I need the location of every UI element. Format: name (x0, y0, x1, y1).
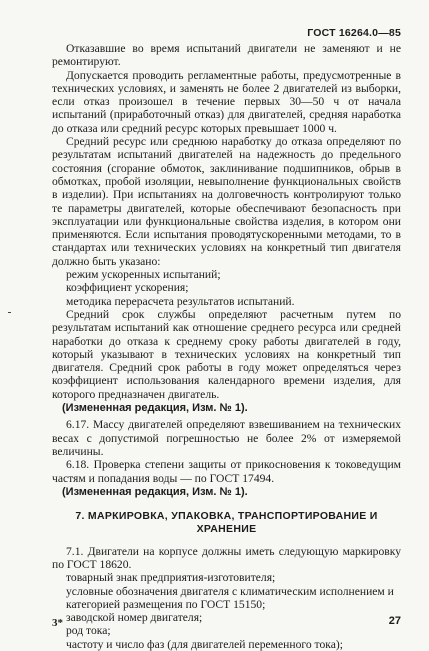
list-item: товарный знак предприятия-изготовителя; (66, 571, 276, 585)
paragraph-failed-engines: Отказавшие во время испытаний двигатели не заменяют и не ремонтируют. (52, 42, 401, 69)
page-number: 27 (388, 615, 401, 627)
signature-mark: 3* (52, 617, 63, 629)
section-title: 7. МАРКИРОВКА, УПАКОВКА, ТРАНСПОРТИРОВАНИЕ И ХРАНЕНИЕ (75, 510, 378, 536)
clause-6-17: 6.17. Массу двигателей определяют взвешиванием на технических весах с допустимой погрешностью не более 2% от измеряемой величины. (52, 418, 401, 458)
list-item: условные обозначения двигателя с климатическим исполнением и категорией размещения по ГОСТ 15150; (66, 584, 394, 611)
paragraph-service-life: Средний ресурс или среднюю наработку до отказа определяют по результатам испытаний двигателей на надежность до предельного состояния (сгорание обмоток, заклинивание подшипников, обрыв в обмотках, пробой изоляции, невыполнение функциональных свойств в изделии). При испытаниях на долговечность контролируют только те параметры двигателей, которые обеспечивают безопасность при эксплуатации или функциональные свойства изделия, в котором они применяются. Если испытания проводятускоренными методами, то в стандартах или технических условиях на конкретный тип двигателя должно быть указано: (52, 135, 401, 268)
paragraph-maintenance: Допускается проводить регламентные работы, предусмотренные в технических условиях, и заменять не более 2 двигателей из выборки, если отказ произошел в течение первых 30—50 ч от начала испытаний (приработочный отказ) для двигателей, средняя наработка до отказа или средний ресурс которых превышает 1000 ч. (52, 68, 401, 135)
clause-7-1: 7.1. Двигатели на корпусе должны иметь следующую маркировку по ГОСТ 18620. (52, 544, 401, 571)
document-code: ГОСТ 16264.0—85 (307, 27, 401, 39)
list-item: режим ускоренных испытаний; (66, 268, 221, 282)
document-body (52, 42, 401, 651)
amendment-note: (Измененная редакция, Изм. № 1). (62, 485, 248, 498)
amendment-note: (Измененная редакция, Изм. № 1). (62, 402, 248, 415)
list-item: заводской номер двигателя; (66, 611, 203, 625)
margin-mark (8, 312, 11, 313)
list-item: методика перерасчета результатов испытаний. (66, 294, 295, 308)
paragraph-average-service: Средний срок службы определяют расчетным путем по результатам испытаний как отношение среднего ресурса или средней наработки до отказа к среднему сроку работы двигателей в году, который указывают в технических условиях на конкретный тип двигателя. Средний срок работы в году может определяться через коэффициент использования календарного времени изделия, для которого предназначен двигатель. (52, 307, 401, 401)
list-item: частоту и число фаз (для двигателей переменного тока); (66, 637, 343, 651)
clause-6-18: 6.18. Проверка степени защиты от прикосновения к токоведущим частям и попадания воды — по ГОСТ 17494. (52, 458, 401, 485)
list-item: род тока; (66, 624, 111, 638)
list-item: коэффициент ускорения; (66, 281, 189, 295)
